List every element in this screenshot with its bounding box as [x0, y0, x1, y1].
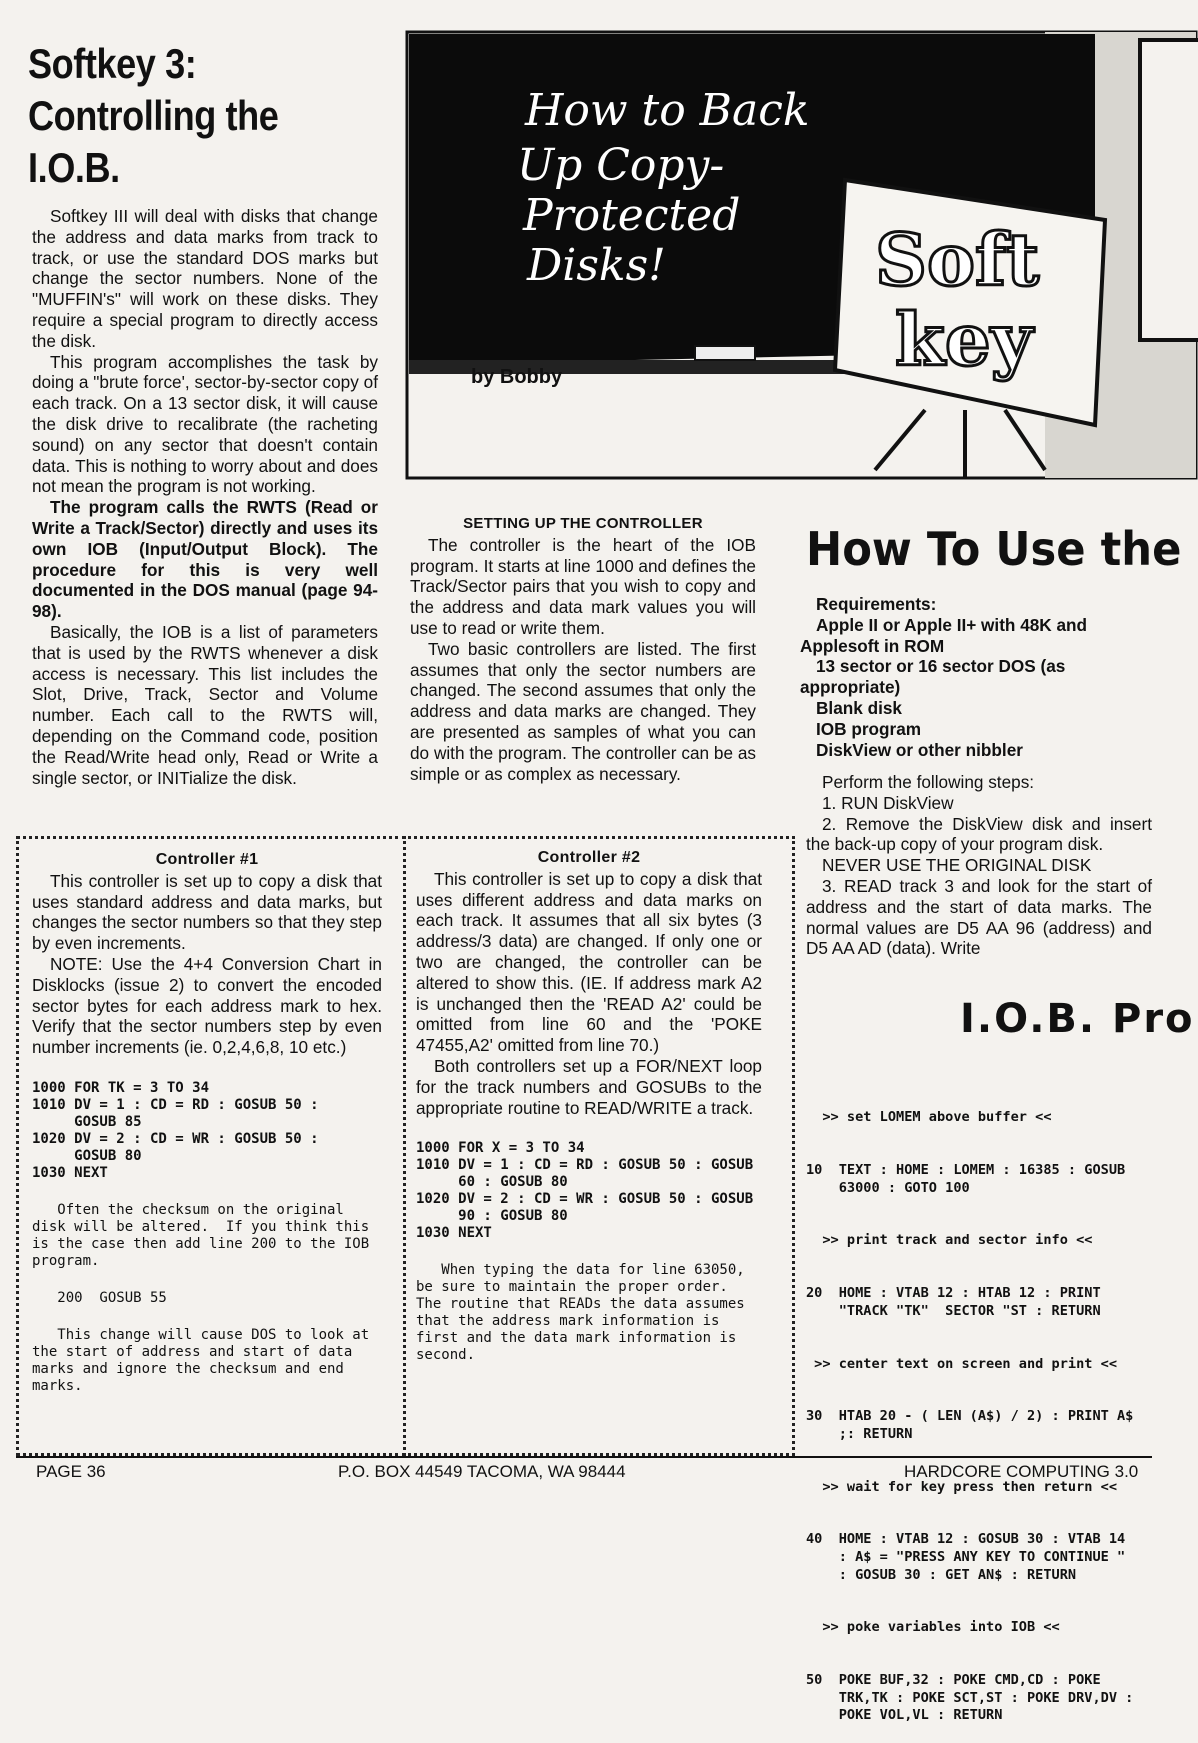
listing-line: 20 HOME : VTAB 12 : HTAB 12 : PRINT "TRACK "TK" SECTOR "ST : RETURN [806, 1285, 1101, 1319]
controller1-code2: 200 GOSUB 55 [32, 1289, 167, 1306]
requirements [800, 594, 1150, 760]
step: 3. READ track 3 and look for the start of address and the start of data marks. The normal values are D5 AA 96 (address) and D5 AA AD (data). Write [806, 875, 1152, 959]
title-line: Controlling the [28, 92, 279, 139]
req-line: Apple II or Apple II+ with 48K and Applesoft in ROM [800, 614, 1088, 656]
paragraph: Two basic controllers are listed. The first assumes that only the sector numbers are changed. The second assumes that only the address and data marks are changed. They are presented as samples of what you can do with the program. The controller can be as simple or as complex as necessary. [410, 638, 756, 784]
listing-line: 50 POKE BUF,32 : POKE CMD,CD : POKE TRK,TK : POKE SCT,ST : POKE DRV,DV : POKE VOL,VL : RETURN [806, 1672, 1134, 1724]
section-heading: SETTING UP THE CONTROLLER [463, 515, 703, 532]
listing-line: 40 HOME : VTAB 12 : GOSUB 30 : VTAB 14 : A$ = "PRESS ANY KEY TO CONTINUE " : GOSUB 30 : GET AN$ : RETURN [806, 1531, 1126, 1583]
listing-line: >> center text on screen and print << [806, 1355, 1117, 1372]
controller2-heading: Controller #2 [537, 849, 641, 866]
step: Perform the following steps: [822, 772, 1035, 792]
chalk-line: Protected [523, 190, 741, 241]
listing-line: >> print track and sector info << [806, 1232, 1093, 1249]
chalk-line: Disks! [527, 240, 666, 291]
listing-line: >> set LOMEM above buffer << [806, 1109, 1052, 1126]
controller1-note: Often the checksum on the original disk will be altered. If you think this is the case then add line 200 to the IOB program. [32, 1201, 370, 1269]
paragraph: NOTE: Use the 4+4 Conversion Chart in Disklocks (issue 2) to convert the encoded sector bytes for each address mark to hex. Verify that the sector numbers step by even number increments (ie. 0,2,4,6,8, 10 etc.) [32, 953, 382, 1058]
program-heading: I.O.B. Pro [960, 996, 1195, 1042]
right-heading: How To Use the [806, 522, 1182, 576]
article-title [28, 38, 338, 194]
chalk-line: How to Back [525, 85, 810, 136]
controller1-note2: This change will cause DOS to look at the start of address and start of data marks and ignore the checksum and end marks. [32, 1326, 370, 1394]
sign-line: Soft [875, 217, 1040, 302]
chalkboard-illustration [405, 30, 1198, 480]
req-line: DiskView or other nibbler [816, 739, 1023, 760]
paragraph: This controller is set up to copy a disk that uses different address and data marks on each track. It assumes that all six bytes (3 address/3 data) are changed. If only one or two are changed, the controller can be altered to show this. (IE. If address mark A2 is unchanged then the 'READ A2' could be omitted from line 60 and the 'POKE 47455,A2' omitted from line 70.) [416, 868, 762, 1056]
controller2-code: 1000 FOR X = 3 TO 34 1010 DV = 1 : CD = RD : GOSUB 50 : GOSUB 60 : GOSUB 80 1020 DV = 2 : CD = WR : GOSUB 50 : GOSUB 90 : GOSUB 80 1030 NEXT [416, 1140, 754, 1242]
paragraph: Both controllers set up a FOR/NEXT loop for the track numbers and GOSUBs to the appropriate routine to READ/WRITE a track. [416, 1055, 762, 1118]
paragraph: Basically, the IOB is a list of parameters that is used by the RWTS whenever a disk access is necessary. This list includes the Slot, Drive, Track, Sector and Volume number. Each call to the RWTS will, depending on the Command code, position the Read/Write head only, Read or Write a single sector, or INITialize the disk. [32, 621, 378, 788]
footer-page: PAGE 36 [36, 1462, 106, 1481]
paragraph: This controller is set up to copy a disk that uses standard address and data marks, but changes the sector numbers so that they step by even increments. [32, 870, 382, 954]
steps [806, 772, 1152, 959]
step: 2. Remove the DiskView disk and insert the back-up copy of your program disk. [806, 813, 1152, 855]
controller2 [416, 848, 762, 1364]
step: NEVER USE THE ORIGINAL DISK [822, 855, 1092, 876]
controller1-heading: Controller #1 [155, 851, 259, 868]
req-line: IOB program [816, 718, 922, 739]
listing-line: >> poke variables into IOB << [806, 1619, 1060, 1636]
paragraph: The controller is the heart of the IOB program. It starts at line 1000 and defines the Track/Sector pairs that you wish to copy and the address and data mark values you will use to read or write them. [410, 534, 756, 638]
middle-column [410, 514, 756, 784]
controller1 [32, 850, 382, 1395]
footer-address: P.O. BOX 44549 TACOMA, WA 98444 [338, 1462, 626, 1481]
left-column [32, 206, 378, 788]
chalk-line: Up Copy- [517, 140, 725, 191]
listing-line: >> wait for key press then return << [806, 1478, 1117, 1495]
title-line: I.O.B. [28, 144, 120, 191]
listing-line: 10 TEXT : HOME : LOMEM : 16385 : GOSUB 63000 : GOTO 100 [806, 1161, 1126, 1196]
title-line: Softkey 3: [28, 40, 197, 87]
req-line: Blank disk [816, 697, 902, 718]
controller1-code: 1000 FOR TK = 3 TO 34 1010 DV = 1 : CD = RD : GOSUB 50 : GOSUB 85 1020 DV = 2 : CD = WR : GOSUB 50 : GOSUB 80 1030 NEXT [32, 1079, 319, 1181]
footer-rule [16, 1456, 1152, 1458]
byline: by Bobby [471, 366, 563, 388]
req-line: 13 sector or 16 sector DOS (as appropriate) [800, 656, 1066, 698]
sign-line: key [895, 297, 1033, 382]
paragraph: This program accomplishes the task by doing a "brute force', sector-by-sector copy of each track. On a 13 sector disk, it will cause the disk drive to recalibrate (the racheting sound) on any sector that doesn't contain data. This is nothing to worry about and does not mean the program is not working. [32, 351, 378, 497]
req-line: Requirements: [816, 594, 937, 614]
footer-magazine: HARDCORE COMPUTING 3.0 [904, 1462, 1139, 1481]
controller2-note: When typing the data for line 63050, be sure to maintain the proper order. The routine that READs the data assumes that the address mark information is first and the data mark information is second. [416, 1262, 745, 1364]
program-listing [806, 1074, 1133, 1743]
step: 1. RUN DiskView [822, 792, 954, 813]
paragraph-bold: The program calls the RWTS (Read or Write a Track/Sector) directly and uses its own IOB (Input/Output Block). The procedure for this is very well documented in the DOS manual (page 94-98). [32, 497, 378, 622]
paragraph: Softkey III will deal with disks that change the address and data marks from track to track, or use the standard DOS marks but change the sector numbers. None of the "MUFFIN's" will work on these disks. They require a special program to directly access the disk. [32, 206, 378, 351]
listing-line: 30 HTAB 20 - ( LEN (A$) / 2) : PRINT A$ ;: RETURN [806, 1408, 1134, 1442]
